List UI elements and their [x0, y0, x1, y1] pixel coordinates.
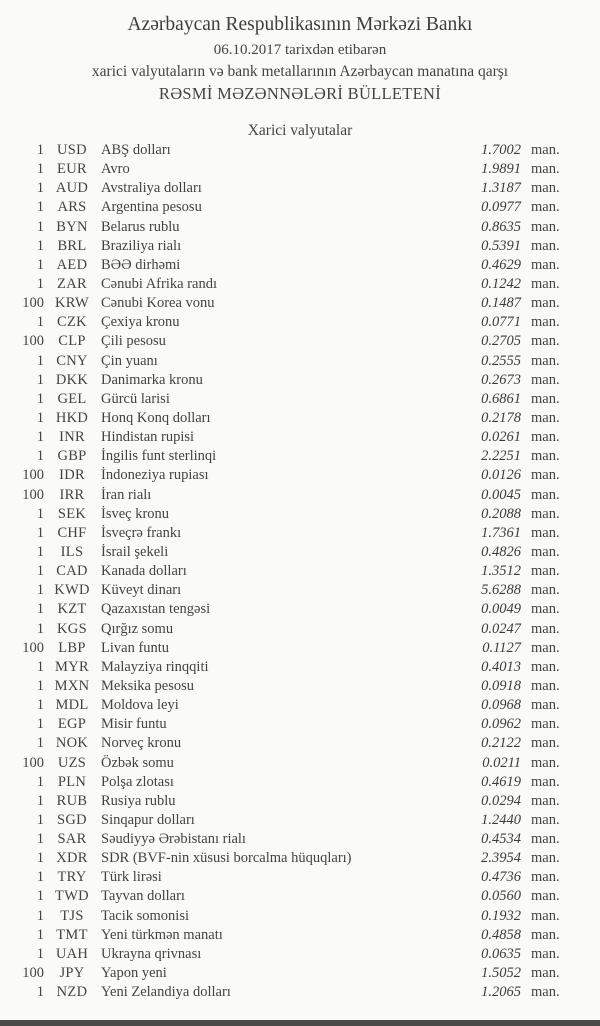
- row-currency-code: TWD: [55, 888, 89, 905]
- row-unit-label: man.: [531, 639, 560, 656]
- row-quantity: 1: [36, 218, 44, 235]
- row-rate-value: 0.0247: [481, 620, 521, 637]
- table-row: [0, 773, 600, 792]
- row-unit-label: man.: [531, 161, 560, 178]
- row-rate-value: 0.1487: [481, 295, 521, 312]
- row-unit-label: man.: [531, 716, 560, 733]
- table-row: [0, 734, 600, 753]
- row-quantity: 1: [36, 237, 44, 254]
- row-rate-value: 0.0126: [481, 467, 521, 484]
- document-header: [0, 11, 600, 105]
- row-currency-code: ARS: [57, 199, 87, 216]
- row-rate-value: 0.0918: [481, 677, 521, 694]
- row-rate-value: 0.2555: [481, 352, 521, 369]
- row-currency-code: BRL: [57, 237, 87, 254]
- row-quantity: 1: [36, 831, 44, 848]
- row-unit-label: man.: [531, 811, 560, 828]
- row-unit-label: man.: [531, 850, 560, 867]
- row-currency-name: Yeni Zelandiya dolları: [101, 984, 231, 1001]
- row-currency-name: Meksika pesosu: [101, 677, 195, 694]
- row-currency-name: Livan funtu: [101, 639, 170, 656]
- row-currency-code: JPY: [59, 965, 85, 982]
- table-row: [0, 524, 600, 543]
- row-quantity: 1: [36, 390, 44, 407]
- row-currency-name: Qırğız somu: [101, 620, 174, 637]
- row-unit-label: man.: [531, 582, 560, 599]
- table-row: [0, 352, 600, 371]
- row-rate-value: 0.0968: [481, 697, 521, 714]
- row-quantity: 1: [36, 275, 44, 292]
- row-currency-name: Çexiya kronu: [101, 314, 180, 331]
- row-currency-name: Argentina pesosu: [101, 199, 202, 216]
- row-quantity: 100: [22, 295, 44, 312]
- row-quantity: 100: [22, 467, 44, 484]
- table-row: [0, 447, 600, 466]
- row-unit-label: man.: [531, 658, 560, 675]
- row-rate-value: 0.1127: [482, 639, 521, 656]
- row-unit-label: man.: [531, 295, 560, 312]
- row-currency-code: PLN: [57, 773, 87, 790]
- row-rate-value: 1.2440: [481, 811, 521, 828]
- row-rate-value: 0.0771: [481, 314, 521, 331]
- row-quantity: 1: [36, 811, 44, 828]
- row-rate-value: 0.4826: [481, 543, 521, 560]
- row-quantity: 1: [36, 850, 44, 867]
- row-unit-label: man.: [531, 984, 560, 1001]
- row-unit-label: man.: [531, 926, 560, 943]
- row-currency-code: KRW: [55, 295, 89, 312]
- row-rate-value: 1.3512: [481, 563, 521, 580]
- row-unit-label: man.: [531, 888, 560, 905]
- row-currency-code: CHF: [57, 524, 87, 541]
- row-currency-code: TJS: [60, 907, 84, 924]
- row-currency-name: Belarus rublu: [101, 218, 180, 235]
- row-unit-label: man.: [531, 601, 560, 618]
- row-rate-value: 1.7361: [481, 524, 521, 541]
- row-currency-code: NZD: [56, 984, 88, 1001]
- table-row: [0, 466, 600, 485]
- row-unit-label: man.: [531, 754, 560, 771]
- row-currency-name: Danimarka kronu: [101, 371, 203, 388]
- table-row: [0, 849, 600, 868]
- row-quantity: 1: [36, 314, 44, 331]
- row-currency-name: Kanada dolları: [101, 563, 187, 580]
- table-row: [0, 581, 600, 600]
- row-unit-label: man.: [531, 831, 560, 848]
- table-row: [0, 371, 600, 390]
- table-row: [0, 639, 600, 658]
- row-unit-label: man.: [531, 371, 560, 388]
- row-currency-code: SAR: [57, 831, 87, 848]
- row-currency-name: Braziliya rialı: [101, 237, 182, 254]
- row-currency-name: Gürcü larisi: [101, 390, 170, 407]
- row-quantity: 1: [36, 601, 44, 618]
- row-currency-code: RUB: [56, 792, 88, 809]
- row-rate-value: 0.8635: [481, 218, 521, 235]
- row-rate-value: 0.0560: [481, 888, 521, 905]
- row-quantity: 1: [36, 543, 44, 560]
- row-rate-value: 0.2673: [481, 371, 521, 388]
- row-currency-name: Küveyt dinarı: [101, 582, 182, 599]
- row-quantity: 1: [36, 429, 44, 446]
- row-currency-code: SEK: [57, 505, 87, 522]
- row-currency-code: KWD: [54, 582, 90, 599]
- row-currency-name: Sinqapur dolları: [101, 811, 195, 828]
- row-currency-name: Cənubi Korea vonu: [101, 295, 215, 312]
- row-unit-label: man.: [531, 735, 560, 752]
- row-rate-value: 1.7002: [481, 142, 521, 158]
- row-quantity: 1: [36, 735, 44, 752]
- row-quantity: 100: [22, 639, 44, 656]
- row-quantity: 1: [36, 142, 44, 158]
- row-currency-code: IDR: [59, 467, 85, 484]
- table-row: [0, 141, 600, 160]
- row-currency-name: Avstraliya dolları: [101, 180, 202, 197]
- row-rate-value: 1.3187: [481, 180, 521, 197]
- row-quantity: 1: [36, 677, 44, 694]
- row-currency-code: NOK: [55, 735, 89, 752]
- row-quantity: 1: [36, 448, 44, 465]
- row-unit-label: man.: [531, 180, 560, 197]
- row-quantity: 1: [36, 984, 44, 1001]
- row-quantity: 1: [36, 524, 44, 541]
- row-unit-label: man.: [531, 965, 560, 982]
- row-unit-label: man.: [531, 697, 560, 714]
- row-currency-code: KZT: [57, 601, 87, 618]
- row-rate-value: 0.5391: [481, 237, 521, 254]
- row-unit-label: man.: [531, 907, 560, 924]
- row-rate-value: 0.0635: [481, 945, 521, 962]
- row-currency-code: IRR: [59, 486, 85, 503]
- row-rate-value: 0.4629: [481, 256, 521, 273]
- row-rate-value: 0.4534: [481, 831, 521, 848]
- row-quantity: 1: [36, 888, 44, 905]
- table-row: [0, 715, 600, 734]
- row-currency-name: İngilis funt sterlinqi: [101, 448, 217, 465]
- row-rate-value: 0.2705: [481, 333, 521, 350]
- row-currency-name: Çili pesosu: [101, 333, 166, 350]
- row-currency-code: CZK: [57, 314, 87, 331]
- table-row: [0, 428, 600, 447]
- row-currency-name: Avro: [101, 161, 130, 178]
- row-rate-value: 5.6288: [481, 582, 521, 599]
- row-unit-label: man.: [531, 563, 560, 580]
- row-rate-value: 1.9891: [481, 161, 521, 178]
- row-quantity: 1: [36, 869, 44, 886]
- row-rate-value: 0.4619: [481, 773, 521, 790]
- table-row: [0, 160, 600, 179]
- table-row: [0, 332, 600, 351]
- row-rate-value: 0.4858: [481, 926, 521, 943]
- row-unit-label: man.: [531, 467, 560, 484]
- row-currency-code: GEL: [57, 390, 87, 407]
- row-quantity: 1: [36, 180, 44, 197]
- table-row: [0, 926, 600, 945]
- table-row: [0, 486, 600, 505]
- row-unit-label: man.: [531, 448, 560, 465]
- table-row: [0, 218, 600, 237]
- row-quantity: 100: [22, 333, 44, 350]
- row-quantity: 1: [36, 371, 44, 388]
- row-currency-name: Rusiya rublu: [101, 792, 176, 809]
- table-row: [0, 887, 600, 906]
- row-unit-label: man.: [531, 486, 560, 503]
- row-currency-name: Qazaxıstan tengəsi: [101, 601, 211, 618]
- row-currency-code: EGP: [57, 716, 87, 733]
- row-unit-label: man.: [531, 524, 560, 541]
- row-rate-value: 0.0261: [481, 429, 521, 446]
- row-currency-code: SGD: [57, 811, 87, 828]
- bank-title: Azərbaycan Respublikasının Mərkəzi Bankı: [127, 14, 473, 35]
- row-currency-name: Səudiyyə Ərəbistanı rialı: [101, 831, 246, 848]
- table-row: [0, 792, 600, 811]
- row-currency-name: İsveç kronu: [101, 505, 170, 522]
- row-rate-value: 1.5052: [481, 965, 521, 982]
- row-rate-value: 0.0049: [481, 601, 521, 618]
- row-unit-label: man.: [531, 218, 560, 235]
- row-rate-value: 0.2088: [481, 505, 521, 522]
- row-currency-name: Yeni türkmən manatı: [101, 926, 223, 943]
- row-currency-name: Hindistan rupisi: [101, 429, 195, 446]
- row-currency-code: ZAR: [57, 275, 87, 292]
- row-rate-value: 0.0962: [481, 716, 521, 733]
- table-row: [0, 313, 600, 332]
- row-currency-code: EUR: [57, 161, 87, 178]
- row-currency-name: Norveç kronu: [101, 735, 182, 752]
- row-currency-code: ILS: [60, 543, 84, 560]
- row-rate-value: 0.0977: [481, 199, 521, 216]
- row-currency-code: TMT: [56, 926, 88, 943]
- row-quantity: 1: [36, 199, 44, 216]
- row-currency-code: MYR: [55, 658, 89, 675]
- row-quantity: 1: [36, 409, 44, 426]
- table-row: [0, 505, 600, 524]
- row-rate-value: 2.3954: [481, 850, 521, 867]
- row-quantity: 1: [36, 505, 44, 522]
- row-currency-code: UZS: [57, 754, 87, 771]
- row-currency-code: DKK: [55, 371, 89, 388]
- row-currency-name: Tacik somonisi: [101, 907, 189, 924]
- row-currency-name: Malayziya rinqqiti: [101, 658, 209, 675]
- row-unit-label: man.: [531, 275, 560, 292]
- table-row: [0, 983, 600, 1002]
- row-rate-value: 0.6861: [481, 390, 521, 407]
- table-row: [0, 945, 600, 964]
- row-currency-code: BYN: [56, 218, 88, 235]
- table-row: [0, 294, 600, 313]
- table-row: [0, 179, 600, 198]
- row-currency-code: AUD: [55, 180, 89, 197]
- row-quantity: 1: [36, 773, 44, 790]
- row-rate-value: 0.4013: [481, 658, 521, 675]
- row-quantity: 1: [36, 161, 44, 178]
- bulletin-title: RƏSMİ MƏZƏNNƏLƏRİ BÜLLETENİ: [158, 84, 442, 103]
- effective-date: 06.10.2017 tarixdən etibarən: [213, 42, 387, 58]
- exchange-rates-table: [0, 141, 600, 1002]
- row-unit-label: man.: [531, 314, 560, 331]
- row-currency-name: İndoneziya rupiası: [101, 467, 209, 484]
- row-unit-label: man.: [531, 390, 560, 407]
- table-row: [0, 600, 600, 619]
- row-unit-label: man.: [531, 869, 560, 886]
- row-currency-name: Misir funtu: [101, 716, 167, 733]
- row-quantity: 1: [36, 563, 44, 580]
- row-currency-name: Cənubi Afrika randı: [101, 275, 217, 292]
- row-currency-name: Yapon yeni: [101, 965, 167, 982]
- row-unit-label: man.: [531, 142, 560, 158]
- row-unit-label: man.: [531, 429, 560, 446]
- row-quantity: 1: [36, 716, 44, 733]
- row-rate-value: 0.0211: [482, 754, 521, 771]
- row-unit-label: man.: [531, 256, 560, 273]
- row-rate-value: 0.1932: [481, 907, 521, 924]
- row-quantity: 1: [36, 697, 44, 714]
- row-quantity: 1: [36, 658, 44, 675]
- table-row: [0, 256, 600, 275]
- row-currency-name: Ukrayna qrivnası: [101, 945, 202, 962]
- table-row: [0, 907, 600, 926]
- row-currency-name: Çin yuanı: [101, 352, 158, 369]
- row-currency-name: BƏƏ dirhəmi: [101, 256, 181, 273]
- row-currency-name: Moldova leyi: [101, 697, 179, 714]
- table-row: [0, 964, 600, 983]
- row-currency-code: HKD: [55, 409, 89, 426]
- row-rate-value: 0.4736: [481, 869, 521, 886]
- row-rate-value: 0.2178: [481, 409, 521, 426]
- row-quantity: 1: [36, 256, 44, 273]
- row-quantity: 100: [22, 965, 44, 982]
- row-currency-code: MDL: [55, 697, 89, 714]
- document-subtitle: xarici valyutaların və bank metallarının Azərbaycan manatına qarşı: [91, 63, 509, 80]
- row-rate-value: 0.0045: [481, 486, 521, 503]
- row-unit-label: man.: [531, 333, 560, 350]
- row-currency-code: UAH: [55, 945, 89, 962]
- row-currency-code: GBP: [57, 448, 87, 465]
- row-currency-code: TRY: [57, 869, 87, 886]
- row-currency-code: LBP: [58, 639, 86, 656]
- row-currency-code: AED: [56, 256, 88, 273]
- table-row: [0, 562, 600, 581]
- table-row: [0, 658, 600, 677]
- table-row: [0, 409, 600, 428]
- row-currency-code: CNY: [56, 352, 88, 369]
- row-unit-label: man.: [531, 409, 560, 426]
- row-unit-label: man.: [531, 199, 560, 216]
- row-quantity: 1: [36, 582, 44, 599]
- row-currency-name: İran rialı: [101, 486, 152, 503]
- row-currency-code: MXN: [54, 677, 90, 694]
- table-row: [0, 754, 600, 773]
- table-row: [0, 830, 600, 849]
- table-row: [0, 390, 600, 409]
- table-row: [0, 198, 600, 217]
- table-row: [0, 811, 600, 830]
- row-currency-name: İsveçrə frankı: [101, 524, 182, 541]
- table-row: [0, 275, 600, 294]
- row-currency-code: CLP: [58, 333, 86, 350]
- row-unit-label: man.: [531, 773, 560, 790]
- row-currency-code: INR: [59, 429, 85, 446]
- row-quantity: 100: [22, 486, 44, 503]
- row-unit-label: man.: [531, 352, 560, 369]
- section-title-foreign-currencies: Xarici valyutalar: [247, 122, 353, 139]
- row-quantity: 1: [36, 926, 44, 943]
- row-unit-label: man.: [531, 505, 560, 522]
- row-rate-value: 2.2251: [481, 448, 521, 465]
- row-currency-code: XDR: [56, 850, 88, 867]
- row-rate-value: 0.2122: [481, 735, 521, 752]
- row-unit-label: man.: [531, 620, 560, 637]
- row-currency-code: KGS: [57, 620, 87, 637]
- row-currency-name: Polşa zlotası: [101, 773, 174, 790]
- row-unit-label: man.: [531, 945, 560, 962]
- row-unit-label: man.: [531, 792, 560, 809]
- row-currency-name: Türk lirəsi: [101, 869, 162, 886]
- row-rate-value: 1.2065: [481, 984, 521, 1001]
- row-currency-name: Tayvan dolları: [101, 888, 185, 905]
- row-unit-label: man.: [531, 677, 560, 694]
- row-quantity: 100: [22, 754, 44, 771]
- row-currency-name: ABŞ dolları: [101, 142, 171, 158]
- row-rate-value: 0.1242: [481, 275, 521, 292]
- row-unit-label: man.: [531, 237, 560, 254]
- row-quantity: 1: [36, 907, 44, 924]
- table-row: [0, 868, 600, 887]
- row-quantity: 1: [36, 945, 44, 962]
- table-row: [0, 696, 600, 715]
- table-row: [0, 677, 600, 696]
- row-quantity: 1: [36, 352, 44, 369]
- row-currency-name: İsrail şekeli: [101, 543, 169, 560]
- row-quantity: 1: [36, 792, 44, 809]
- row-currency-code: USD: [57, 142, 87, 158]
- row-quantity: 1: [36, 620, 44, 637]
- table-row: [0, 620, 600, 639]
- row-currency-name: SDR (BVF-nin xüsusi borcalma hüquqları): [101, 850, 352, 867]
- row-rate-value: 0.0294: [481, 792, 521, 809]
- row-unit-label: man.: [531, 543, 560, 560]
- scan-edge-strip: [0, 1020, 600, 1026]
- row-currency-name: Özbək somu: [101, 754, 174, 771]
- row-currency-name: Honq Konq dolları: [101, 409, 211, 426]
- table-row: [0, 237, 600, 256]
- row-currency-code: CAD: [56, 563, 88, 580]
- table-row: [0, 543, 600, 562]
